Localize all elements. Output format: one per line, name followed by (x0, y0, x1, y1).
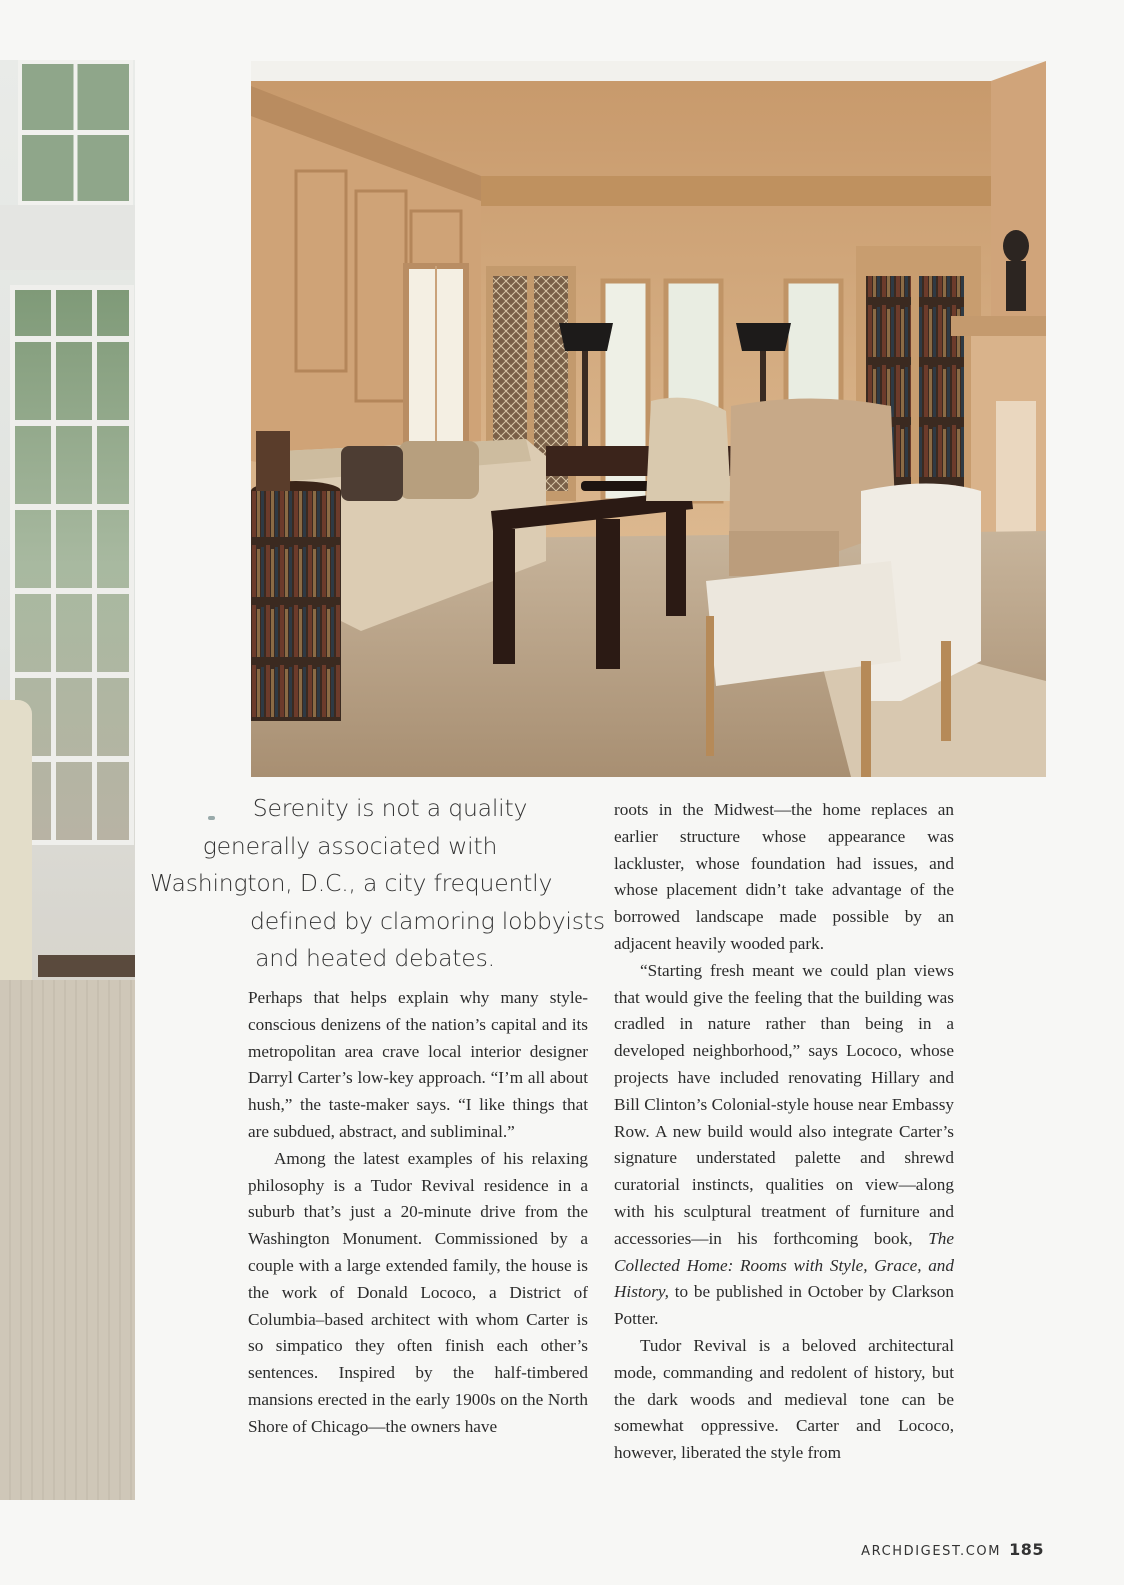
pull-quote-line: generally associated with (202, 831, 498, 860)
body-paragraph: Perhaps that helps explain why many style-conscious denizens of the nation’s capital and its metropolitan area crave local interior designer Darryl Carter’s low-key approach. “I’m all about hush,” the taste-maker says. “I like things that are subdued, abstract, and subliminal.” (248, 988, 588, 1141)
pull-quote (150, 790, 605, 978)
pull-quote-line: Washington, D.C., a city frequently (150, 869, 553, 897)
body-column-right (614, 797, 954, 1467)
site-name: ARCHDIGEST.COM (861, 1544, 1002, 1559)
adjacent-photo-strip (0, 60, 135, 1500)
page-number: 185 (1009, 1540, 1044, 1559)
transom-window (18, 60, 133, 205)
body-paragraph: Tudor Revival is a beloved architectural mode, commanding and redolent of history, but the dark woods and medieval tone can be somewhat oppressive. Carter and Lococo, however, liberated the style from (614, 1335, 954, 1463)
wood-floor (0, 980, 135, 1500)
book-title: The Collected Home: Rooms with Style, Grace, and History, (614, 1228, 954, 1302)
body-column-left (248, 985, 588, 1441)
pull-quote-line: defined by clamoring lobbyists (250, 906, 605, 935)
page-folio (861, 1540, 1044, 1559)
body-paragraph: Among the latest examples of his relaxing philosophy is a Tudor Revival residence in a suburb that’s just a 20-minute drive from the Washington Monument. Commissioned by a couple with a large extended family, the house is the work of Donald Lococo, a District of Columbia–based architect with whom Carter is so simpatico they often finish each other’s sentences. Inspired by the half-timbered mansions erected in the early 1900s on the North Shore of Chicago—the owners have (248, 1148, 588, 1436)
body-paragraph: roots in the Midwest—the home replaces an earlier structure whose appearance was lackluster, whose foundation had issues, and whose placement didn’t take advantage of the borrowed landscape made possible by an adjacent heavily wooded park. (614, 800, 954, 953)
body-paragraph: “Starting fresh meant we could plan views that would give the feeling that the building was cradled in nature rather than being in a developed neighborhood,” says Lococo, whose projects have included renovating Hillary and Bill Clinton’s Colonial-style house near Embassy Row. A new build would also integrate Carter’s signature understated palette and shrewd curatorial instincts, qualities on view—along with his sculptural treatment of furniture and accessories—in his forthcoming book, The Collected Home: Rooms with Style, Grace, and History, to be published in October by Clarkson Potter. (614, 960, 954, 1329)
pull-quote-line: and heated debates. (255, 944, 495, 972)
pull-quote-line: Serenity is not a quality (252, 794, 528, 822)
room-photo (251, 61, 1046, 777)
